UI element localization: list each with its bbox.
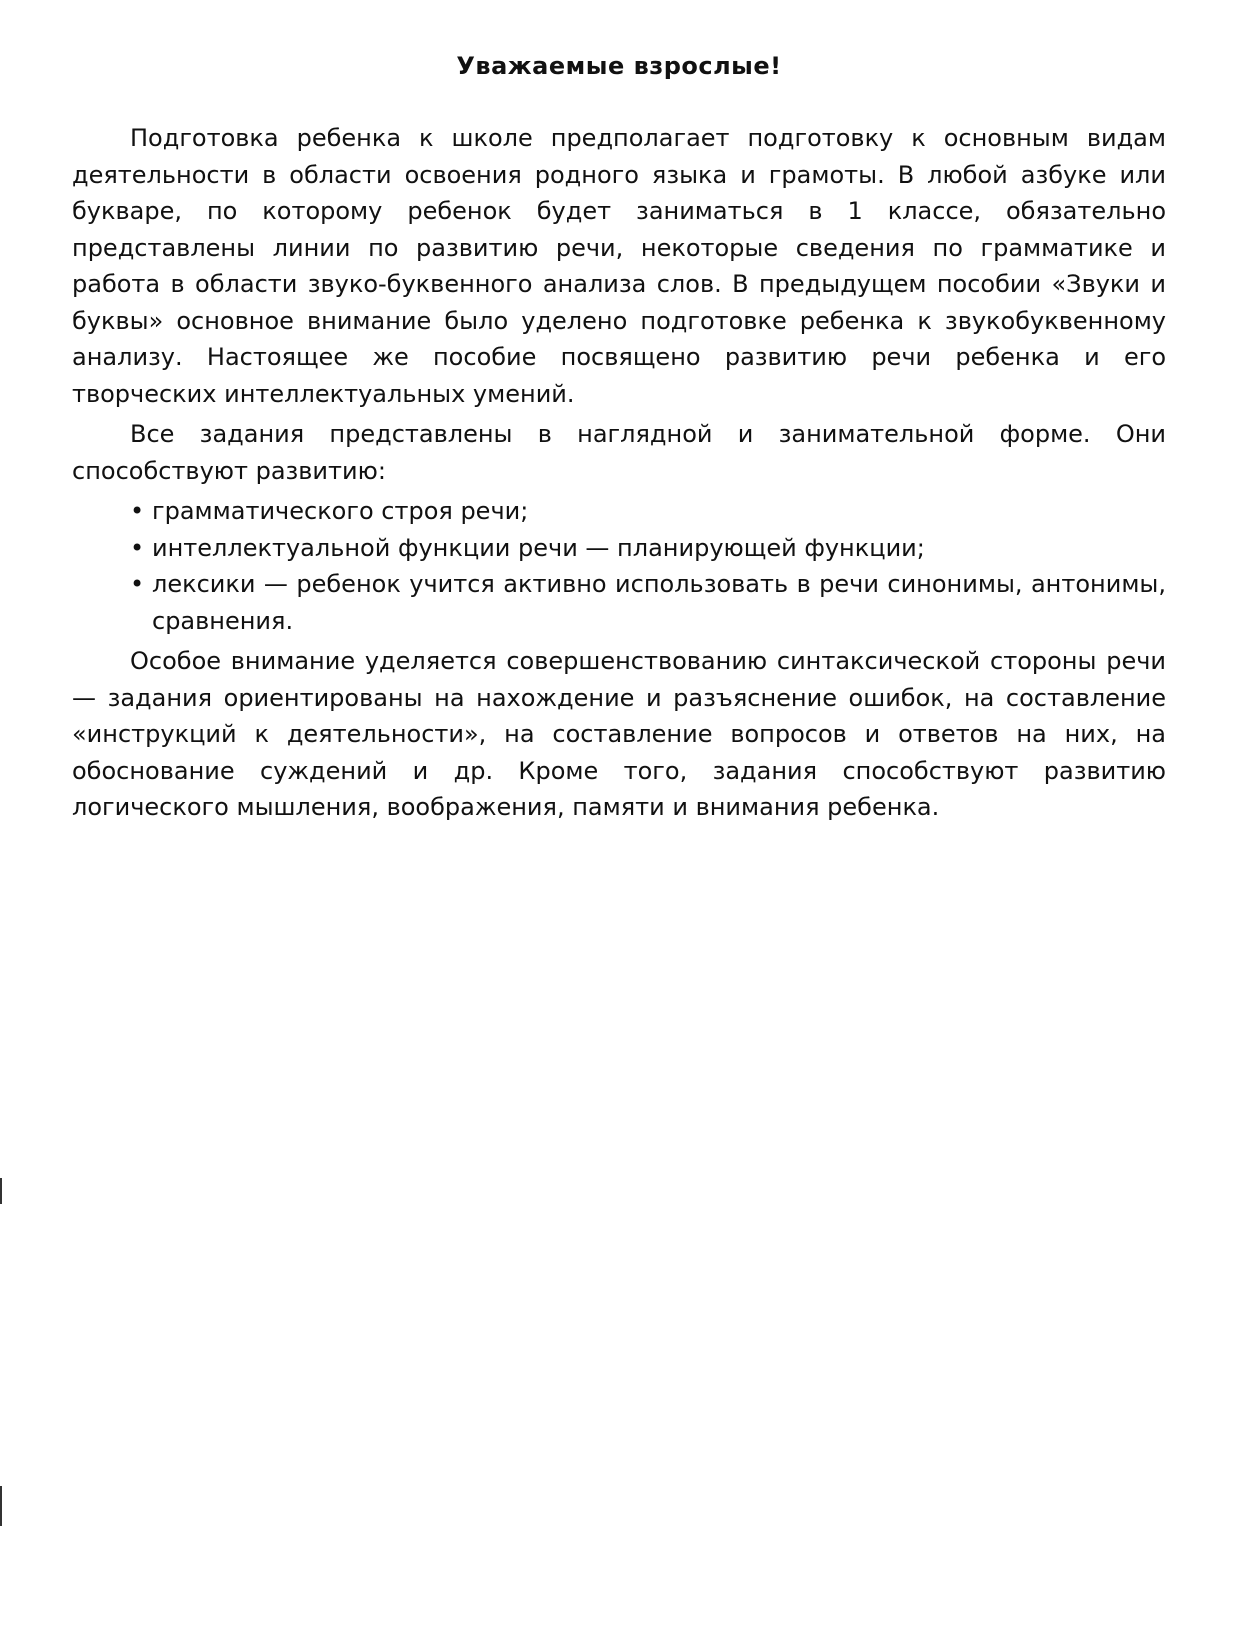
bullet-icon: • — [130, 533, 145, 562]
paragraph-tasks: Все задания представлены в наглядной и занимательной форме. Они способствуют развитию: — [72, 420, 1166, 485]
bullet-icon: • — [130, 497, 145, 525]
list-item — [72, 566, 1166, 639]
bullet-icon: • — [130, 570, 145, 598]
scan-edge-mark — [0, 1486, 2, 1526]
list-item — [72, 493, 1166, 530]
page-title: Уважаемые взрослые! — [456, 52, 782, 80]
paragraph-closing: Особое внимание уделяется совершенствованию синтаксической стороны речи — задания ориентированы на нахождение и разъяснение ошибок, на составление «инструкций к деятельности», на составление вопросов и ответов на них, на обоснование суждений и др. Кроме того, задания способствуют развитию логического мышления, воображения, памяти и внимания ребенка. — [72, 647, 1166, 821]
paragraph-intro: Подготовка ребенка к школе предполагает подготовку к основным видам деятельности в области освоения родного языка и грамоты. В любой азбуке или букваре, по которому ребенок будет заниматься в 1 классе, обязательно представлены линии по развитию речи, некоторые сведения по грамматике и работа в области звуко-буквенного анализа слов. В предыдущем пособии «Звуки и буквы» основное внимание было уделено подготовке ребенка к звукобуквенному анализу. Настоящее же пособие посвящено развитию речи ребенка и его творческих интеллектуальных умений. — [72, 124, 1166, 408]
list-item — [72, 530, 1166, 567]
list-item-text: грамматического строя речи; — [152, 497, 529, 525]
list-item-text: лексики — ребенок учится активно использовать в речи синонимы, антонимы, сравнения. — [152, 570, 1166, 635]
bullet-list — [72, 493, 1166, 639]
scan-edge-mark — [0, 1178, 2, 1204]
list-item-text: интеллектуальной функции речи — планирующей функции; — [152, 533, 925, 562]
document-page — [72, 52, 1166, 830]
